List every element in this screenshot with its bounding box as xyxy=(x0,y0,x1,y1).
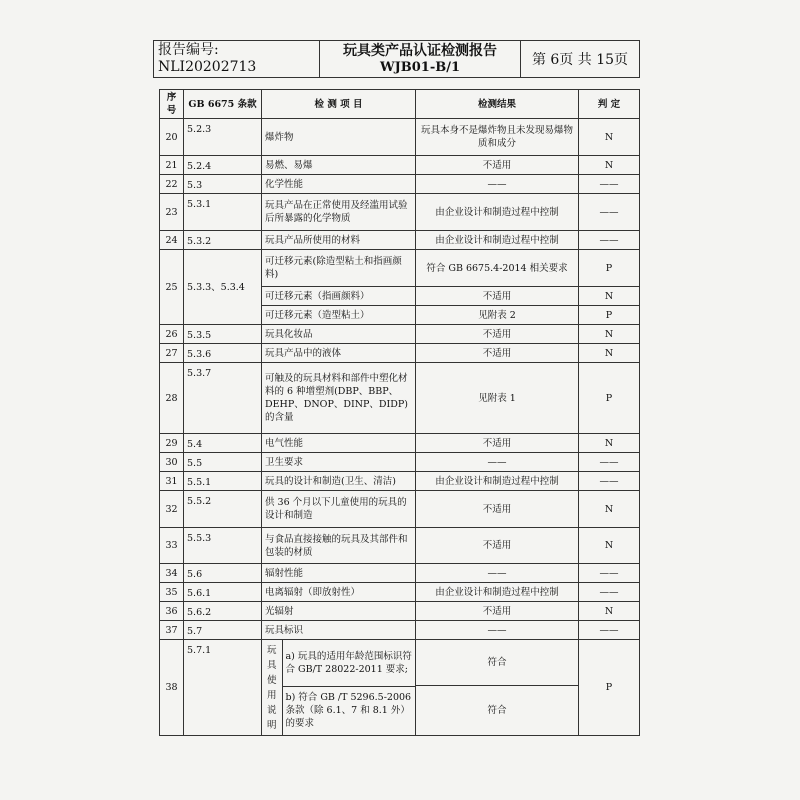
table-row xyxy=(160,564,640,583)
report-title: 玩具类产品认证检测报告 xyxy=(343,42,497,59)
header-item: 检 测 项 目 xyxy=(262,90,416,119)
report-header xyxy=(153,40,640,78)
row-item: 光辐射 xyxy=(262,602,416,621)
table-row xyxy=(160,194,640,231)
row-number: 23 xyxy=(160,194,184,231)
row-number: 24 xyxy=(160,231,184,250)
row-number: 28 xyxy=(160,363,184,434)
row-result: 符合 GB 6675.4-2014 相关要求 xyxy=(416,250,579,287)
table-row xyxy=(160,250,640,287)
report-number-label: 报告编号: xyxy=(158,42,219,58)
row-verdict: —— xyxy=(579,564,640,583)
row-item: 电气性能 xyxy=(262,434,416,453)
row-verdict: —— xyxy=(579,621,640,640)
row-number: 20 xyxy=(160,119,184,156)
row-result: —— xyxy=(416,175,579,194)
table-row xyxy=(160,231,640,250)
row-result: 不适用 xyxy=(416,325,579,344)
row-number: 32 xyxy=(160,491,184,528)
row-number: 21 xyxy=(160,156,184,175)
row-clause: 5.6.1 xyxy=(184,583,262,602)
report-number-cell xyxy=(154,41,320,78)
row-item: 可迁移元素（造型粘土） xyxy=(262,306,416,325)
row-verdict: N xyxy=(579,602,640,621)
row-item: a) 玩具的适用年龄范围标识符合 GB/T 28022-2011 要求; xyxy=(282,640,415,686)
row-clause: 5.7.1 xyxy=(184,640,262,736)
row-verdict: —— xyxy=(579,472,640,491)
row-verdict: N xyxy=(579,325,640,344)
row-number: 31 xyxy=(160,472,184,491)
header-no: 序号 xyxy=(160,90,184,119)
item-group-label: 玩具使用说明 xyxy=(262,640,282,735)
row-item: 卫生要求 xyxy=(262,453,416,472)
row-item: 爆炸物 xyxy=(262,119,416,156)
row-verdict: —— xyxy=(579,231,640,250)
row-clause: 5.5.3 xyxy=(184,528,262,564)
row-verdict: —— xyxy=(579,583,640,602)
row-number: 37 xyxy=(160,621,184,640)
row-clause: 5.3.2 xyxy=(184,231,262,250)
row-clause: 5.3.7 xyxy=(184,363,262,434)
table-row xyxy=(160,434,640,453)
row-clause: 5.3.6 xyxy=(184,344,262,363)
row-verdict: N xyxy=(579,344,640,363)
item-group-table xyxy=(262,640,415,735)
row-result: 玩具本身不是爆炸物且未发现易爆物质和成分 xyxy=(416,119,579,156)
row-number: 22 xyxy=(160,175,184,194)
row-clause: 5.5 xyxy=(184,453,262,472)
row-result: 不适用 xyxy=(416,434,579,453)
row-item: 化学性能 xyxy=(262,175,416,194)
row-verdict: —— xyxy=(579,175,640,194)
row-number: 27 xyxy=(160,344,184,363)
row-item: 玩具化妆品 xyxy=(262,325,416,344)
row-result: 由企业设计和制造过程中控制 xyxy=(416,583,579,602)
row-item: 玩具产品中的液体 xyxy=(262,344,416,363)
row-result: 由企业设计和制造过程中控制 xyxy=(416,194,579,231)
table-row xyxy=(160,640,640,686)
row-clause: 5.3 xyxy=(184,175,262,194)
table-row xyxy=(160,175,640,194)
table-row xyxy=(160,583,640,602)
row-verdict: N xyxy=(579,491,640,528)
row-clause: 5.3.3、5.3.4 xyxy=(184,250,262,325)
row-verdict: P xyxy=(579,640,640,736)
row-clause: 5.2.4 xyxy=(184,156,262,175)
table-row xyxy=(160,621,640,640)
row-clause: 5.5.1 xyxy=(184,472,262,491)
row-verdict: N xyxy=(579,119,640,156)
report-number: NLI20202713 xyxy=(158,59,257,75)
row-item-group xyxy=(262,640,416,736)
row-result: 不适用 xyxy=(416,344,579,363)
row-item: 可迁移元素(除造型粘土和指画颜料) xyxy=(262,250,416,287)
row-item: 玩具标识 xyxy=(262,621,416,640)
row-number: 25 xyxy=(160,250,184,325)
row-item: 与食品直接接触的玩具及其部件和包装的材质 xyxy=(262,528,416,564)
table-row xyxy=(160,363,640,434)
row-item: 玩具产品在正常使用及经滥用试验后所暴露的化学物质 xyxy=(262,194,416,231)
row-clause: 5.7 xyxy=(184,621,262,640)
row-clause: 5.3.1 xyxy=(184,194,262,231)
row-result: 符合 xyxy=(416,686,579,736)
row-clause: 5.6 xyxy=(184,564,262,583)
table-row xyxy=(160,472,640,491)
row-item: 可触及的玩具材料和部件中塑化材料的 6 种增塑剂(DBP、BBP、DEHP、DNOP、DINP、DIDP) 的含量 xyxy=(262,363,416,434)
table-row xyxy=(160,325,640,344)
row-verdict: N xyxy=(579,156,640,175)
table-row xyxy=(160,119,640,156)
row-verdict: —— xyxy=(579,194,640,231)
page-indicator: 第 6页 共 15页 xyxy=(521,41,640,78)
row-item: 辐射性能 xyxy=(262,564,416,583)
row-result: 见附表 1 xyxy=(416,363,579,434)
row-number: 29 xyxy=(160,434,184,453)
row-verdict: P xyxy=(579,363,640,434)
table-row xyxy=(160,156,640,175)
row-verdict: N xyxy=(579,528,640,564)
row-result: 由企业设计和制造过程中控制 xyxy=(416,472,579,491)
report-title-cell xyxy=(320,41,521,78)
test-results-table xyxy=(159,89,640,736)
row-item: 易燃、易爆 xyxy=(262,156,416,175)
row-clause: 5.3.5 xyxy=(184,325,262,344)
row-number: 34 xyxy=(160,564,184,583)
row-item: 可迁移元素（指画颜料） xyxy=(262,287,416,306)
row-result: —— xyxy=(416,621,579,640)
header-clause: GB 6675 条款 xyxy=(184,90,262,119)
row-result: 不适用 xyxy=(416,491,579,528)
row-clause: 5.4 xyxy=(184,434,262,453)
row-verdict: P xyxy=(579,306,640,325)
row-result: 见附表 2 xyxy=(416,306,579,325)
row-item: 玩具的设计和制造(卫生、清洁) xyxy=(262,472,416,491)
row-verdict: —— xyxy=(579,453,640,472)
row-result: —— xyxy=(416,453,579,472)
row-verdict: N xyxy=(579,287,640,306)
row-number: 33 xyxy=(160,528,184,564)
table-row xyxy=(160,528,640,564)
header-verdict: 判 定 xyxy=(579,90,640,119)
header-result: 检测结果 xyxy=(416,90,579,119)
row-number: 30 xyxy=(160,453,184,472)
table-header-row xyxy=(160,90,640,119)
row-result: 不适用 xyxy=(416,528,579,564)
table-row xyxy=(160,344,640,363)
row-result: —— xyxy=(416,564,579,583)
row-result: 不适用 xyxy=(416,602,579,621)
row-result: 符合 xyxy=(416,640,579,686)
row-item: 电离辐射（即放射性） xyxy=(262,583,416,602)
report-code: WJB01-B/1 xyxy=(379,59,460,75)
row-clause: 5.6.2 xyxy=(184,602,262,621)
row-number: 38 xyxy=(160,640,184,736)
row-result: 由企业设计和制造过程中控制 xyxy=(416,231,579,250)
row-item: 供 36 个月以下儿童使用的玩具的设计和制造 xyxy=(262,491,416,528)
row-number: 36 xyxy=(160,602,184,621)
row-clause: 5.2.3 xyxy=(184,119,262,156)
row-number: 35 xyxy=(160,583,184,602)
row-number: 26 xyxy=(160,325,184,344)
row-verdict: P xyxy=(579,250,640,287)
table-row xyxy=(160,491,640,528)
row-clause: 5.5.2 xyxy=(184,491,262,528)
row-verdict: N xyxy=(579,434,640,453)
row-item: 玩具产品所使用的材料 xyxy=(262,231,416,250)
row-result: 不适用 xyxy=(416,156,579,175)
row-item: b) 符合 GB /T 5296.5-2006 条款（除 6.1、7 和 8.1 外）的要求 xyxy=(285,692,412,730)
table-row xyxy=(160,602,640,621)
row-result: 不适用 xyxy=(416,287,579,306)
table-row xyxy=(160,453,640,472)
